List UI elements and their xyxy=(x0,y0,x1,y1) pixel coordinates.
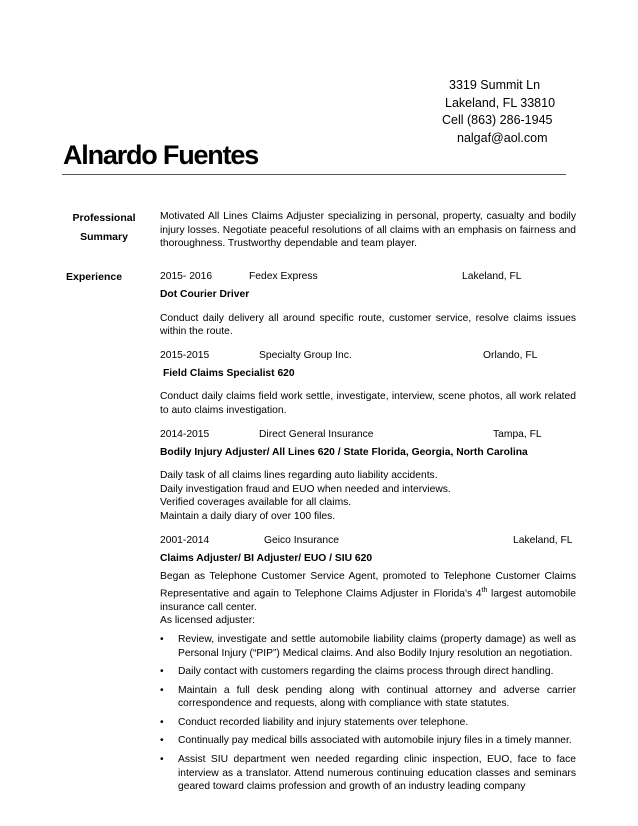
duty-text: Review, investigate and settle automobile liability claims (property damage) as well as Personal Injury (“PIP”) Medical claims. And also Bodily Injury resolution an negotiation. xyxy=(178,633,576,659)
duty-list xyxy=(160,633,576,794)
job-geico xyxy=(160,534,576,794)
experience-section xyxy=(160,270,576,799)
job-description: Conduct daily claims field work settle, investigate, interview, scene photos, all work related to auto claims investigation. xyxy=(160,391,576,416)
duty-text: Continually pay medical bills associated with automobile injury files in a timely manner. xyxy=(178,735,572,747)
duty-item xyxy=(160,753,576,794)
experience-label: Experience xyxy=(66,271,123,283)
task-line: Maintain a daily diary of over 100 files. xyxy=(160,510,336,522)
job-title: Bodily Injury Adjuster/ All Lines 620 / State Florida, Georgia, North Carolina xyxy=(160,446,528,458)
job-location: Tampa, FL xyxy=(493,428,542,440)
duty-item xyxy=(160,716,576,730)
job-title: Claims Adjuster/ BI Adjuster/ EUO / SIU 620 xyxy=(160,552,373,564)
task-line: Daily investigation fraud and EUO when needed and interviews. xyxy=(160,483,451,495)
licensed-line: As licensed adjuster: xyxy=(160,615,256,627)
bullet-icon: • xyxy=(160,633,164,645)
bullet-icon: • xyxy=(160,716,164,728)
job-fedex xyxy=(160,270,576,339)
job-specialty-group xyxy=(160,349,576,418)
summary-label-line2: Summary xyxy=(80,231,128,243)
job-intro xyxy=(160,570,576,614)
header-divider xyxy=(62,174,566,175)
summary-label-line1: Professional xyxy=(72,212,136,224)
bullet-icon: • xyxy=(160,754,164,766)
bullet-icon: • xyxy=(160,684,164,696)
duty-text: Conduct recorded liability and injury statements over telephone. xyxy=(178,716,469,728)
job-intro-post: largest automobile insurance call center. xyxy=(160,588,576,613)
duty-text: Assist SIU department wen needed regarding clinic inspection, EUO, face to face interview as a translator. Attend numerous continuing education classes and seminars geared toward claims profession and growth of an industry leading company xyxy=(178,754,576,793)
job-direct-general xyxy=(160,428,576,524)
job-description: Conduct daily delivery all around specific route, customer service, resolve claims issues within the route. xyxy=(160,312,576,338)
job-location: Orlando, FL xyxy=(483,349,538,361)
job-title: Dot Courier Driver xyxy=(160,289,250,300)
job-title: Field Claims Specialist 620 xyxy=(163,367,295,379)
duty-item xyxy=(160,734,576,748)
job-company: Geico Insurance xyxy=(264,534,339,546)
job-intro-pre: Began as Telephone Customer Service Agent, promoted to Telephone Customer Claims Representative and again to Telephone Claims Adjuster in Florida's 4 xyxy=(160,571,576,600)
duty-item xyxy=(160,665,576,679)
summary-label xyxy=(66,209,142,247)
job-dates: 2015- 2016 xyxy=(160,271,213,282)
contact-block xyxy=(439,77,555,147)
job-location: Lakeland, FL xyxy=(462,271,522,282)
duty-text: Maintain a full desk pending along with continual attorney and adverse carrier correspondence and requests, along with compliance with state statutes. xyxy=(178,684,576,710)
duty-item xyxy=(160,684,576,711)
job-dates: 2001-2014 xyxy=(160,534,210,546)
job-company: Direct General Insurance xyxy=(259,428,374,440)
job-dates: 2015-2015 xyxy=(160,349,210,361)
duty-text: Daily contact with customers regarding the claims process through direct handling. xyxy=(178,666,554,678)
summary-text: Motivated All Lines Claims Adjuster specializing in personal, property, casualty and bodily injury losses. Negotiate peaceful resolutions of all claims with an emphasis on fairness and thoroughness. Trustworthy dependable and team player. xyxy=(160,211,576,250)
contact-email: nalgaf@aol.com xyxy=(457,130,548,145)
job-intro-sup: th xyxy=(481,586,488,594)
task-line: Verified coverages available for all claims. xyxy=(160,497,352,509)
contact-city: Lakeland, FL 33810 xyxy=(445,95,556,110)
job-company: Specialty Group Inc. xyxy=(259,349,352,361)
job-dates: 2014-2015 xyxy=(160,428,210,440)
bullet-icon: • xyxy=(160,666,164,678)
task-line: Daily task of all claims lines regarding auto liability accidents. xyxy=(160,470,438,482)
job-company: Fedex Express xyxy=(249,271,318,282)
duty-item xyxy=(160,633,576,660)
contact-cell: Cell (863) 286-1945 xyxy=(442,113,553,127)
contact-street: 3319 Summit Ln xyxy=(449,78,541,92)
resume-name: Alnardo Fuentes xyxy=(63,140,259,170)
job-location: Lakeland, FL xyxy=(513,534,573,546)
bullet-icon: • xyxy=(160,735,164,747)
